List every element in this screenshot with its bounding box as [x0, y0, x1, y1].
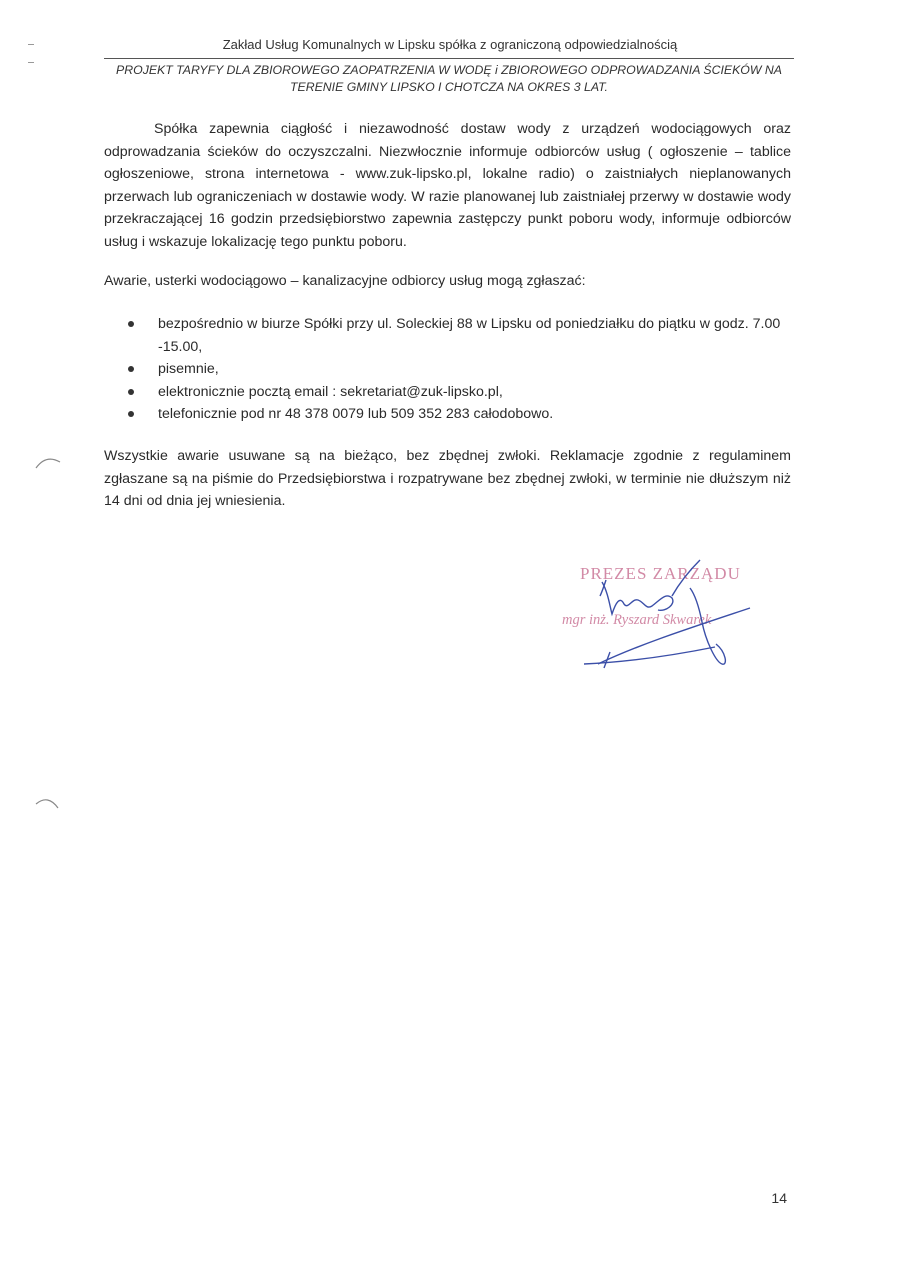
bullet-icon — [128, 321, 134, 327]
bullet-icon — [128, 411, 134, 417]
bullet-icon — [128, 389, 134, 395]
official-stamp — [540, 552, 800, 682]
punch-hole-mark — [34, 452, 62, 476]
list-item — [128, 403, 793, 426]
list-item-text: pisemnie, — [158, 361, 219, 377]
list-item-text: telefonicznie pod nr 48 378 0079 lub 509 352 283 całodobowo. — [158, 406, 554, 422]
project-title — [104, 62, 794, 96]
list-item-text: elektronicznie pocztą email : sekretariat@zuk-lipsko.pl, — [158, 383, 503, 400]
company-name: Zakład Usług Komunalnych w Lipsku spółka z ograniczoną odpowiedzialnością — [222, 37, 678, 52]
project-title-line2: TERENIE GMINY LIPSKO I CHOTCZA NA OKRES 3 LAT. — [290, 80, 608, 94]
paragraph-continuity — [104, 118, 791, 253]
paragraph-text: Spółka zapewnia ciągłość i niezawodność dostaw wody z urządzeń wodociągowych oraz odprowadzania ścieków do oczyszczalni. Niezwłocznie informuje odbiorców usług ( ogłoszenie – tablice ogłoszeniowe, strona internetowa - www.zuk-lipsko.pl, lokalne radio) o zaistniałych nieplanowanych przerwach lub ograniczeniach w dostawie wody. W razie planowanej lub zaistniałej przerwy w dostawie wody przekraczającej 16 godzin przedsiębiorstwo zapewnia zastępczy punkt poboru wody, informuje odbiorców usług i wskazuje lokalizację tego punktu poboru. — [104, 121, 791, 250]
punch-hole-mark — [34, 794, 62, 818]
paragraph-complaints — [104, 445, 791, 513]
list-item — [128, 381, 793, 404]
report-channels-list — [128, 313, 793, 426]
page-number: 14 — [771, 1190, 787, 1206]
paragraph-text: Wszystkie awarie usuwane są na bieżąco, bez zbędnej zwłoki. Reklamacje zgodnie z regulaminem zgłaszane są na piśmie do Przedsiębiorstwa i rozpatrywane bez zbędnej zwłoki, w terminie nie dłuższym niż 14 dni od dnia jej wniesienia. — [104, 448, 791, 509]
header-rule — [104, 58, 794, 59]
list-item-text: bezpośrednio w biurze Spółki przy ul. Soleckiej 88 w Lipsku od poniedziałku do piątku w godz. 7.00 -15.00, — [158, 316, 781, 355]
list-item — [128, 358, 793, 381]
stamp-title: PREZES ZARZĄDU — [580, 564, 741, 583]
list-item — [128, 313, 793, 358]
bullet-icon — [128, 366, 134, 372]
project-title-line1: PROJEKT TARYFY DLA ZBIOROWEGO ZAOPATRZENIA W WODĘ i ZBIOROWEGO ODPROWADZANIA ŚCIEKÓW NA — [116, 63, 782, 77]
report-intro: Awarie, usterki wodociągowo – kanalizacyjne odbiorcy usług mogą zgłaszać: — [104, 273, 586, 289]
stamp-name: mgr inż. Ryszard Skwarek — [562, 612, 712, 628]
margin-mark — [28, 62, 34, 63]
